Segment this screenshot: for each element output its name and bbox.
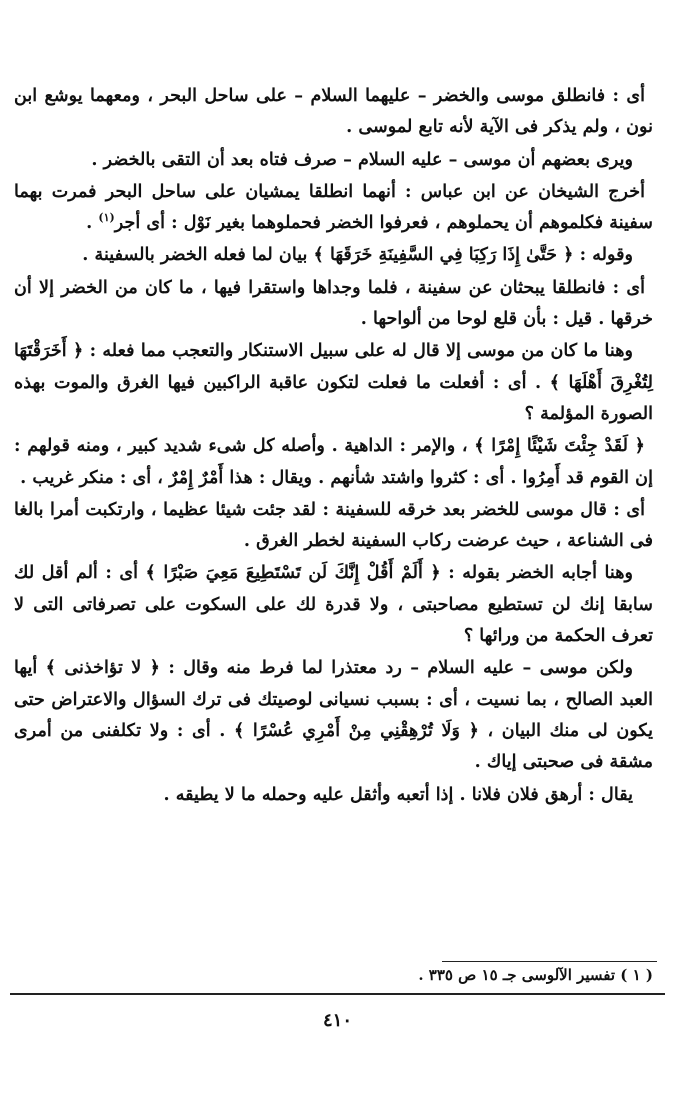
footnote-marker: (١) — [98, 211, 115, 225]
paragraph-4: وقوله : ﴿ حَتَّىٰ إِذَا رَكِبَا فِي السَّفِينَةِ خَرَقَهَا ﴾ بيان لما فعله الخضر بالسفينة . — [82, 244, 633, 266]
main-text — [14, 80, 653, 811]
paragraph-5: أى : فانطلقا يبحثان عن سفينة ، فلما وجداها واستقرا فيها ، ما كان من الخضر إلا أن خرقها . قيل : بأن قلع لوحا من ألواحها . — [14, 276, 653, 330]
paragraph-11: يقال : أرهق فلان فلانا . إذا أتعبه وأثقل عليه وحمله ما لا يطيقه . — [163, 783, 633, 805]
paragraph-1: أى : فانطلق موسى والخضر – عليهما السلام – على ساحل البحر ، ومعهما يوشع ابن نون ، ولم يذكر فى الآية لأنه تابع لموسى . — [14, 85, 653, 138]
paragraph-8: أى : قال موسى للخضر بعد خرقه للسفينة : لقد جئت شيئا عظيما ، وارتكبت أمرا بالغا فى الشناعة ، حيث عرضت ركاب السفينة لخطر الغرق . — [14, 498, 653, 552]
footer-divider — [10, 993, 665, 995]
footnote-divider — [442, 961, 657, 962]
paragraph-3-tail: . — [86, 212, 99, 234]
paragraph-3 — [14, 176, 653, 239]
paragraph-3-text: أخرج الشيخان عن ابن عباس : أنهما انطلقا يمشيان على ساحل البحر فمرت بهما سفينة فكلموهم أن يحملوهم ، فعرفوا الخضر فحملوهما بغير نَوْل : أى أجر — [14, 180, 653, 234]
paragraph-7: ﴿ لَقَدْ جِئْتَ شَيْئًا إِمْرًا ﴾ ، والإمر : الداهية . وأصله كل شىء شديد كبير ، ومنه قولهم : إن القوم قد أَمِرُوا . أى : كثروا واشتد شأنهم . ويقال : هذا أَمْرٌ إِمْرٌ ، أى : منكر غريب . — [14, 435, 653, 488]
paragraph-2: ويرى بعضهم أن موسى – عليه السلام – صرف فتاه بعد أن التقى بالخضر . — [91, 148, 633, 170]
paragraph-6: وهنا ما كان من موسى إلا قال له على سبيل الاستنكار والتعجب مما فعله : ﴿ أَخَرَقْتَهَا لِتُغْرِقَ أَهْلَهَا ﴾ . أى : أفعلت ما فعلت لتكون عاقبة الراكبين فيها الغرق والموت بهذه الصورة المؤلمة ؟ — [14, 340, 653, 424]
paragraph-9: وهنا أجابه الخضر بقوله : ﴿ أَلَمْ أَقُلْ إِنَّكَ لَن تَسْتَطِيعَ مَعِيَ صَبْرًا ﴾ أى : ألم أقل لك سابقا إنك لن تستطيع مصاحبتى ، ولا قدرة لك على السكوت على تصرفاتى التى لا تعرف الحكمة من ورائها ؟ — [14, 562, 653, 647]
footnote: ( ١ ) تفسير الآلوسى جـ ١٥ ص ٣٣٥ . — [418, 966, 653, 984]
page-number: ٤١٠ — [322, 1010, 352, 1031]
paragraph-10: ولكن موسى – عليه السلام – رد معتذرا لما فرط منه وقال : ﴿ لا تؤاخذنى ﴾ أيها العبد الصالح ، بما نسيت ، أى : بسبب نسيانى لوصيتك فى ترك السؤال والاعتراض حتى يكون لى منك البيان ، ﴿ وَلَا تُرْهِقْنِي مِنْ أَمْرِي عُسْرًا ﴾ . أى : ولا تكلفنى من أمرى مشقة فى صحبتى إياك . — [14, 657, 653, 773]
